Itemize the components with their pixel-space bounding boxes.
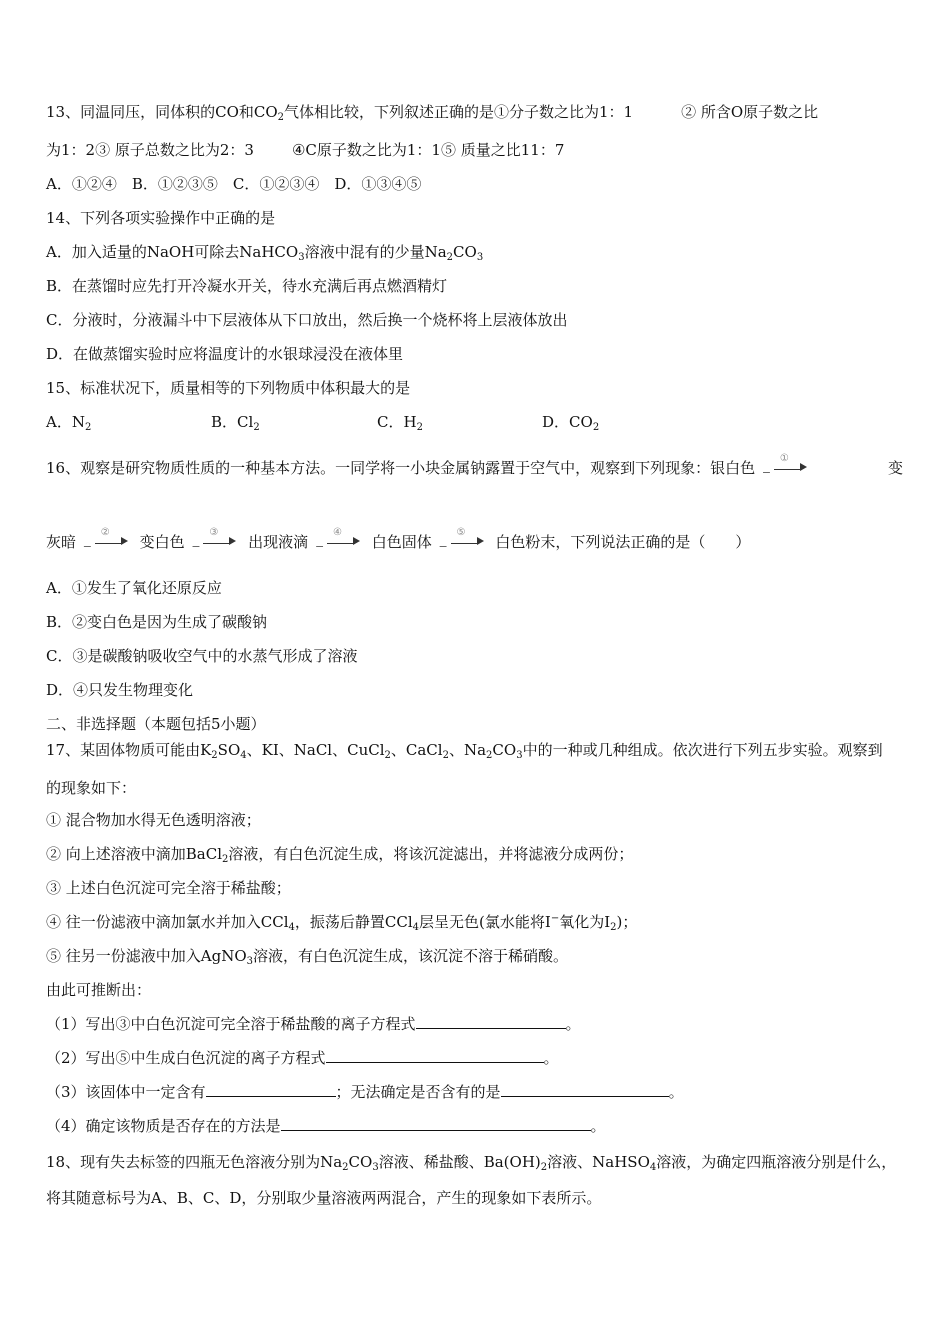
q16-option-c: C．③是碳酸钠吸收空气中的水蒸气形成了溶液 — [46, 647, 358, 665]
q13-line-1: 13、同温同压，同体积的CO和$CO_2$气体相比较，下列叙述正确的是①分子数之比为1：1 ② 所含O原子数之比 — [46, 103, 819, 123]
q14-stem: 14、下列各项实验操作中正确的是 — [46, 209, 276, 227]
q13-options: A．①②④ B．①②③⑤ C．①②③④ D．①③④⑤ — [46, 175, 422, 193]
q17-exp-4: ④ 往一份滤液中滴加氯水并加入CCl$_4$，振荡后静置CCl$_4$层呈无色(氯水能将I−氧化为$I_2$)； — [46, 913, 638, 933]
q16-option-d: D．④只发生物理变化 — [46, 681, 194, 699]
arrow-2-icon: ② − — [85, 533, 131, 553]
q18-line-1: 18、现有失去标签的四瓶无色溶液分别为$Na_2CO_3$溶液、稀盐酸、$Ba(OH)_2$溶液、NaHSO$_4$溶液，为确定四瓶溶液分别是什么， — [46, 1153, 897, 1173]
q17-exp-5: ⑤ 往另一份滤液中加入AgNO$_3$溶液，有白色沉淀生成，该沉淀不溶于稀硝酸。 — [46, 947, 569, 967]
q17-part-3: （3）该固体中一定含有 ；无法确定是否含有的是 。 — [46, 1083, 684, 1101]
q17-exp-2: ② 向上述溶液中滴加BaCl$_2$溶液，有白色沉淀生成，将该沉淀滤出，并将滤液分成两份； — [46, 845, 634, 865]
q17-part-4: （4）确定该物质是否存在的方法是 。 — [46, 1117, 606, 1135]
q16-sequence: 灰暗 ② − 变白色 ③ − 出现液滴 ④ − 白色固体 ⑤ − 白色粉末，下列说法正确的是（ ） — [46, 527, 751, 553]
q15-option-a: A．$N_2$ — [46, 413, 92, 433]
q15-option-d: D．$CO_2$ — [542, 413, 600, 433]
q17-part-2: （2）写出⑤中生成白色沉淀的离子方程式 。 — [46, 1049, 559, 1067]
q16-option-b: B．②变白色是因为生成了碳酸钠 — [46, 613, 268, 631]
q15-option-c: C．$H_2$ — [377, 413, 423, 433]
q17-exp-1: ① 混合物加水得无色透明溶液； — [46, 811, 261, 829]
q16-stem: 16、观察是研究物质性质的一种基本方法。一同学将一小块金属钠露置于空气中，观察到下列现象：银白色 ① − 变 — [46, 453, 904, 479]
q14-option-c: C．分液时，分液漏斗中下层液体从下口放出，然后换一个烧杯将上层液体放出 — [46, 311, 568, 329]
answer-blank-3b[interactable] — [501, 1082, 669, 1097]
q17-line-1: 17、某固体物质可能由$K_2SO_4$、KI、NaCl、CuCl$_2$、CaCl$_2$、$Na_2CO_3$中的一种或几种组成。依次进行下列五步实验。观察到 — [46, 741, 883, 761]
arrow-5-icon: ⑤ − — [441, 533, 487, 553]
answer-blank-2[interactable] — [326, 1048, 544, 1063]
q14-option-a: A．加入适量的NaOH可除去NaHCO$_3$溶液中混有的少量$Na_2CO_3$ — [46, 243, 484, 263]
q17-line-2: 的现象如下： — [46, 779, 137, 797]
q17-part-1: （1）写出③中白色沉淀可完全溶于稀盐酸的离子方程式 。 — [46, 1015, 581, 1033]
q16-option-a: A．①发生了氧化还原反应 — [46, 579, 222, 597]
q15-option-b: B．$Cl_2$ — [211, 413, 260, 433]
q17-exp-3: ③ 上述白色沉淀可完全溶于稀盐酸； — [46, 879, 291, 897]
q18-line-2: 将其随意标号为A、B、C、D，分别取少量溶液两两混合，产生的现象如下表所示。 — [46, 1189, 602, 1207]
section-2-heading: 二、非选择题（本题包括5小题） — [46, 715, 266, 733]
answer-blank-3a[interactable] — [206, 1082, 336, 1097]
q13-line-2: 为1：2③ 原子总数之比为2：3 ④C原子数之比为1：1⑤ 质量之比11：7 — [46, 141, 565, 159]
arrow-4-icon: ④ − — [317, 533, 363, 553]
answer-blank-4[interactable] — [281, 1116, 591, 1131]
q14-option-b: B．在蒸馏时应先打开冷凝水开关，待水充满后再点燃酒精灯 — [46, 277, 448, 295]
q15-stem: 15、标准状况下，质量相等的下列物质中体积最大的是 — [46, 379, 411, 397]
q17-infer: 由此可推断出： — [46, 981, 152, 999]
arrow-3-icon: ③ − — [193, 533, 239, 553]
q14-option-d: D．在做蒸馏实验时应将温度计的水银球浸没在液体里 — [46, 345, 404, 363]
answer-blank-1[interactable] — [416, 1014, 566, 1029]
arrow-1-icon: ① − — [764, 459, 810, 479]
